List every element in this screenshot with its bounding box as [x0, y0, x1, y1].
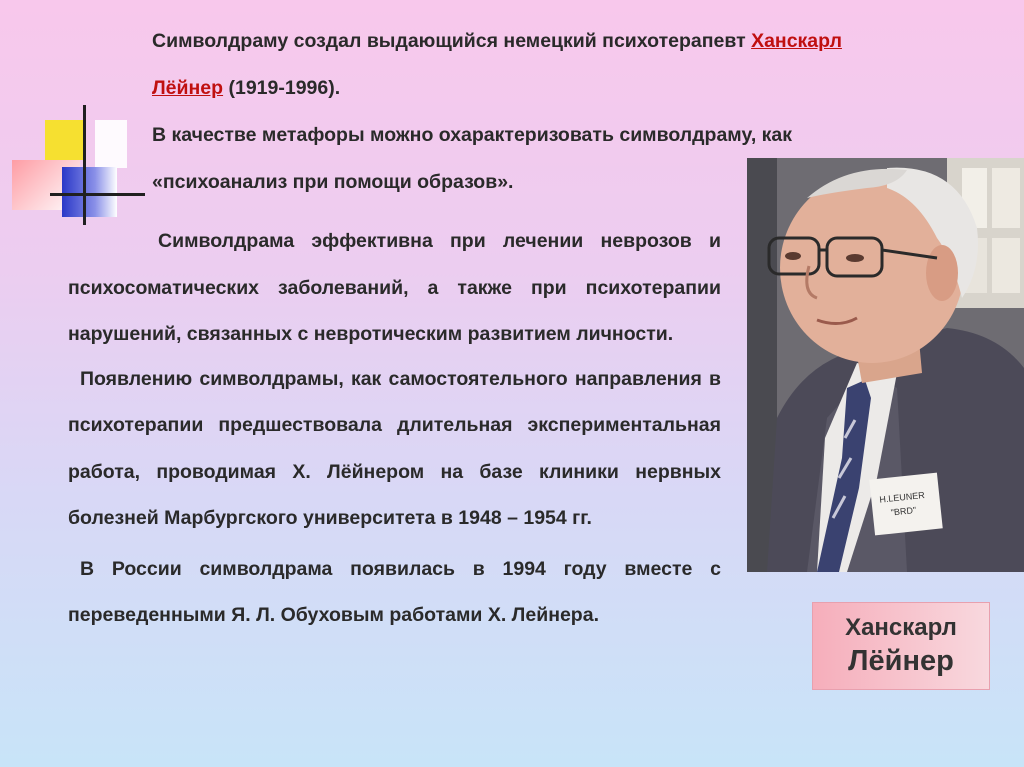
intro-years: (1919-1996).: [223, 77, 341, 99]
name-caption: [812, 602, 990, 690]
intro-line-3: В качестве метафоры можно охарактеризовать символдраму, как: [152, 124, 793, 146]
yellow-square: [45, 120, 85, 160]
blue-square: [62, 167, 117, 217]
name-link-first[interactable]: Ханскарл: [751, 30, 842, 52]
badge-line-1: H.LEUNER: [878, 490, 926, 505]
intro-line-4: «психоанализ при помощи образов».: [152, 171, 514, 193]
caption-first-name: Ханскарл: [845, 614, 957, 641]
horizontal-line: [50, 193, 145, 196]
name-link-last[interactable]: Лёйнер: [152, 77, 224, 99]
portrait-illustration: [747, 158, 1024, 572]
paragraph-3: В России символдрама появилась в 1994 году вместе с переведенными Я. Л. Обуховым работами Х. Лейнера.: [68, 557, 721, 626]
white-square: [95, 120, 127, 168]
portrait-photo: [747, 158, 1024, 572]
paragraph-2: Появлению символдрамы, как самостоятельного направления в психотерапии предшествовала длительная экспериментальная работа, проводимая Х. Лёйнером на базе клиники нервных болезней Марбургского университета в 1948 – 1954 гг.: [68, 367, 721, 529]
intro-line-1: [152, 18, 972, 65]
intro-line-2: [152, 65, 972, 112]
body-text: [68, 218, 721, 639]
badge-line-2: "BRD": [890, 505, 917, 518]
intro-prefix: Символдраму создал выдающийся немецкий психотерапевт: [152, 30, 752, 52]
paragraph-1: Символдрама эффективна при лечении неврозов и психосоматических заболеваний, а также при психотерапии нарушений, связанных с невротическим развитием личности.: [68, 230, 721, 345]
caption-last-name: Лёйнер: [848, 645, 954, 677]
vertical-line: [83, 105, 86, 225]
decorative-squares: [10, 105, 145, 230]
